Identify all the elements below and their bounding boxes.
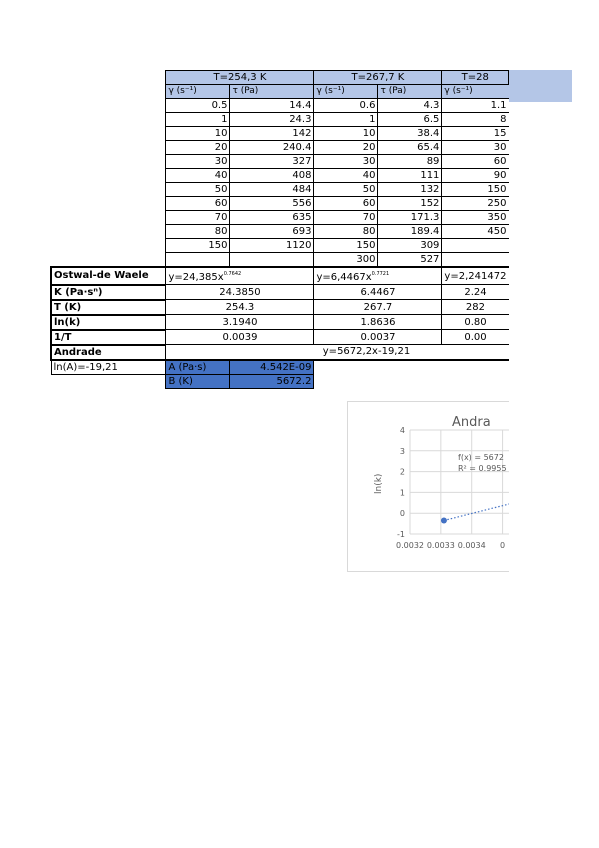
ostwald-eq-3[interactable]: y=2,241472: [442, 267, 509, 285]
cell-tau-1[interactable]: 24.3: [230, 113, 314, 127]
andrade-label[interactable]: Andrade: [51, 345, 166, 360]
cell-tau-2[interactable]: 89: [378, 155, 442, 169]
cell-tau-2[interactable]: 152: [378, 197, 442, 211]
cell-tau-1[interactable]: 1120: [230, 239, 314, 253]
cell-tau-1[interactable]: 14.4: [230, 99, 314, 113]
andrade-b-row: [51, 374, 509, 388]
data-table: [50, 70, 509, 389]
header-gamma-3[interactable]: γ (s⁻¹): [442, 85, 509, 99]
param-label[interactable]: K (Pa·sⁿ): [51, 285, 166, 300]
param-value-3[interactable]: 282: [442, 300, 509, 315]
ostwald-row: [51, 267, 509, 285]
cell-gamma-3[interactable]: 450: [442, 225, 509, 239]
cell-tau-2[interactable]: 6.5: [378, 113, 442, 127]
b-value[interactable]: 5672.2: [230, 374, 314, 388]
ostwald-eq-2-text: y=6,4467x: [316, 272, 372, 283]
cell-gamma-2[interactable]: 300: [314, 253, 378, 268]
data-row: [51, 99, 509, 113]
header-tau-1[interactable]: τ (Pa): [230, 85, 314, 99]
cell-gamma-2[interactable]: 10: [314, 127, 378, 141]
cell-tau-1[interactable]: 408: [230, 169, 314, 183]
ostwald-eq-1-text: y=24,385x: [168, 272, 224, 283]
data-row: [51, 141, 509, 155]
cell-gamma-2[interactable]: 150: [314, 239, 378, 253]
x-tick-label: 0.0032: [396, 541, 424, 550]
y-tick-label: 3: [399, 446, 405, 456]
header-tau-2[interactable]: τ (Pa): [378, 85, 442, 99]
temperature-header-row: [51, 71, 509, 85]
cell-gamma-3[interactable]: 250: [442, 197, 509, 211]
data-row: [51, 239, 509, 253]
trendline: [444, 502, 509, 521]
header-temp-2[interactable]: T=267,7 K: [314, 71, 442, 85]
header-temp-3[interactable]: T=28: [442, 71, 509, 85]
cell-tau-1[interactable]: [230, 253, 314, 268]
andrade-chart[interactable]: [347, 401, 509, 572]
cell-tau-2[interactable]: 132: [378, 183, 442, 197]
param-row: [51, 330, 509, 345]
andrade-chart-svg: [348, 402, 509, 571]
param-label[interactable]: ln(k): [51, 315, 166, 330]
header-gamma-2[interactable]: γ (s⁻¹): [314, 85, 378, 99]
ostwald-eq-2[interactable]: [314, 267, 442, 285]
data-row: [51, 113, 509, 127]
param-value-2[interactable]: 6.4467: [314, 285, 442, 300]
y-tick-label: 0: [399, 509, 405, 519]
cell-gamma-2[interactable]: 30: [314, 155, 378, 169]
param-value-3[interactable]: 0.80: [442, 315, 509, 330]
param-value-2[interactable]: 1.8636: [314, 315, 442, 330]
param-label[interactable]: T (K): [51, 300, 166, 315]
param-value-2[interactable]: 0.0037: [314, 330, 442, 345]
chart-title: Andra: [452, 415, 491, 430]
data-row: [51, 225, 509, 239]
cell-gamma-1[interactable]: 1: [166, 113, 230, 127]
param-value-1[interactable]: 24.3850: [166, 285, 314, 300]
cell-gamma-2[interactable]: 40: [314, 169, 378, 183]
cell-tau-2[interactable]: 4.3: [378, 99, 442, 113]
cell-gamma-1[interactable]: 60: [166, 197, 230, 211]
data-point: [441, 517, 447, 523]
data-row: [51, 127, 509, 141]
cell-gamma-3[interactable]: 90: [442, 169, 509, 183]
cell-gamma-2[interactable]: 50: [314, 183, 378, 197]
cell-gamma-2[interactable]: 1: [314, 113, 378, 127]
cell-tau-1[interactable]: 484: [230, 183, 314, 197]
andrade-equation[interactable]: y=5672,2x-19,21: [166, 345, 509, 360]
param-row: [51, 315, 509, 330]
y-tick-label: -1: [397, 530, 405, 539]
x-tick-label: 0.0034: [457, 541, 486, 550]
cell-gamma-2[interactable]: 0.6: [314, 99, 378, 113]
y-tick-label: 4: [399, 426, 405, 435]
cell-tau-2[interactable]: 38.4: [378, 127, 442, 141]
cell-gamma-2[interactable]: 20: [314, 141, 378, 155]
data-row: [51, 253, 509, 268]
cell-gamma-1[interactable]: 10: [166, 127, 230, 141]
data-row: [51, 197, 509, 211]
fit-text-line: f(x) = 5672: [458, 453, 504, 462]
cell-tau-2[interactable]: 527: [378, 253, 442, 268]
x-tick-label: 0: [500, 541, 506, 550]
x-tick-label: 0.0033: [426, 541, 455, 550]
cell-gamma-1[interactable]: 0.5: [166, 99, 230, 113]
a-label[interactable]: A (Pa·s): [166, 360, 230, 375]
cell-gamma-3[interactable]: 30: [442, 141, 509, 155]
ostwald-eq-1-exponent: 0.7642: [223, 271, 242, 277]
cell-gamma-1[interactable]: 80: [166, 225, 230, 239]
cell-gamma-3[interactable]: [442, 239, 509, 253]
ostwald-eq-2-exponent: 0.7721: [371, 271, 390, 277]
cell-tau-1[interactable]: 142: [230, 127, 314, 141]
param-value-1[interactable]: 254.3: [166, 300, 314, 315]
cell-gamma-1[interactable]: 30: [166, 155, 230, 169]
units-header-row: [51, 85, 509, 99]
andrade-row: [51, 345, 509, 360]
cell-gamma-3[interactable]: 150: [442, 183, 509, 197]
cell-gamma-2[interactable]: 60: [314, 197, 378, 211]
header-fill-overflow: [509, 70, 572, 102]
data-row: [51, 211, 509, 225]
cell-tau-1[interactable]: 327: [230, 155, 314, 169]
cell-gamma-3[interactable]: 15: [442, 127, 509, 141]
cell-tau-2[interactable]: 65.4: [378, 141, 442, 155]
cell-tau-1[interactable]: 240.4: [230, 141, 314, 155]
cell-gamma-1[interactable]: 20: [166, 141, 230, 155]
header-gamma-1[interactable]: γ (s⁻¹): [166, 85, 230, 99]
param-row: [51, 300, 509, 315]
data-row: [51, 169, 509, 183]
lnA-cell[interactable]: ln(A)=-19,21: [51, 360, 166, 375]
param-label[interactable]: 1/T: [51, 330, 166, 345]
y-axis-label: ln(k): [374, 473, 384, 494]
param-value-1[interactable]: 0.0039: [166, 330, 314, 345]
cell-tau-1[interactable]: 635: [230, 211, 314, 225]
y-tick-label: 2: [399, 467, 405, 477]
cell-gamma-3[interactable]: 350: [442, 211, 509, 225]
cell-tau-2[interactable]: 309: [378, 239, 442, 253]
cell-gamma-1[interactable]: 50: [166, 183, 230, 197]
header-temp-1[interactable]: T=254,3 K: [166, 71, 314, 85]
cell-gamma-1[interactable]: 70: [166, 211, 230, 225]
cell-tau-2[interactable]: 189.4: [378, 225, 442, 239]
cell-gamma-3[interactable]: 8: [442, 113, 509, 127]
cell-tau-2[interactable]: 111: [378, 169, 442, 183]
cell-gamma-1[interactable]: 40: [166, 169, 230, 183]
param-value-1[interactable]: 3.1940: [166, 315, 314, 330]
cell-gamma-1[interactable]: [166, 253, 230, 268]
data-row: [51, 155, 509, 169]
cell-gamma-1[interactable]: 150: [166, 239, 230, 253]
param-value-2[interactable]: 267.7: [314, 300, 442, 315]
cell-tau-1[interactable]: 556: [230, 197, 314, 211]
cell-tau-1[interactable]: 693: [230, 225, 314, 239]
cell-gamma-3[interactable]: 1.1: [442, 99, 509, 113]
cell-gamma-3[interactable]: [442, 253, 509, 268]
param-row: [51, 285, 509, 300]
andrade-a-row: [51, 360, 509, 375]
cell-gamma-2[interactable]: 70: [314, 211, 378, 225]
data-row: [51, 183, 509, 197]
ostwald-eq-1[interactable]: [166, 267, 314, 285]
cell-gamma-3[interactable]: 60: [442, 155, 509, 169]
param-value-3[interactable]: 0.00: [442, 330, 509, 345]
ostwald-label[interactable]: Ostwal-de Waele: [51, 267, 166, 285]
a-value[interactable]: 4.542E-09: [230, 360, 314, 375]
y-tick-label: 1: [399, 488, 405, 498]
cell-gamma-2[interactable]: 80: [314, 225, 378, 239]
param-value-3[interactable]: 2.24: [442, 285, 509, 300]
fit-text-line: R² = 0.9955: [458, 464, 507, 473]
cell-tau-2[interactable]: 171.3: [378, 211, 442, 225]
b-label[interactable]: B (K): [166, 374, 230, 388]
